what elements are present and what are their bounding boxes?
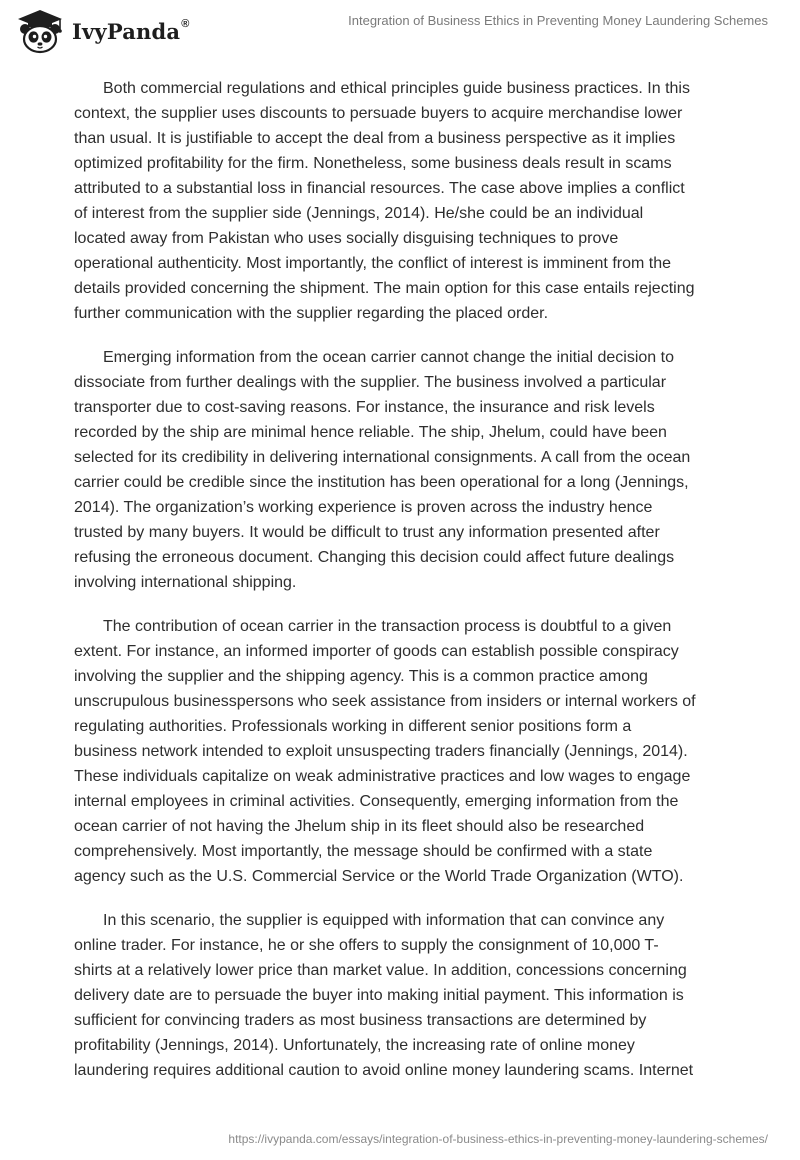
source-url[interactable]: https://ivypanda.com/essays/integration-of-business-ethics-in-preventing-money-laundering-schemes/ <box>228 1132 768 1146</box>
brand-name: IvyPanda® <box>72 17 190 44</box>
paragraph: The contribution of ocean carrier in the transaction process is doubtful to a given extent. For instance, an informed importer of goods can establish possible conspiracy involving the supplier and the shipping agency. This is a common practice among unscrupulous businesspersons who seek assistance from insiders or internal workers of regulating authorities. Professionals working in different senior positions form a business network intended to exploit unsuspecting traders financially (Jennings, 2014). These individuals capitalize on weak administrative practices and low wages to engage internal employees in criminal activities. Consequently, emerging information from the ocean carrier of not having the Jhelum ship in its fleet should also be researched comprehensively. Most importantly, the message should be confirmed with a state agency such as the U.S. Commercial Service or the World Trade Organization (WTO). <box>74 618 696 885</box>
panda-logo-icon <box>14 8 66 54</box>
registered-mark: ® <box>181 17 190 30</box>
essay-body <box>74 76 734 1102</box>
brand-logo[interactable] <box>14 8 190 54</box>
paragraph: Both commercial regulations and ethical principles guide business practices. In this context, the supplier uses discounts to persuade buyers to acquire merchandise lower than usual. It is justifiable to accept the deal from a business perspective as it implies optimized profitability for the firm. Nonetheless, some business deals result in scams attributed to a substantial loss in financial resources. The case above implies a conflict of interest from the supplier side (Jennings, 2014). He/she could be an individual located away from Pakistan who uses socially disguising techniques to prove operational authenticity. Most importantly, the conflict of interest is imminent from the details provided concerning the shipment. The main option for this case entails rejecting further communication with the supplier regarding the placed order. <box>74 80 695 322</box>
paragraph: Emerging information from the ocean carrier cannot change the initial decision to dissociate from further dealings with the supplier. The business involved a particular transporter due to cost-saving reasons. For instance, the insurance and risk levels recorded by the ship are minimal hence reliable. The ship, Jhelum, could have been selected for its credibility in delivering international consignments. A call from the ocean carrier could be credible since the institution has been operational for a long (Jennings, 2014). The organization’s working experience is proven across the industry hence trusted by many buyers. It would be difficult to trust any information presented after refusing the erroneous document. Changing this decision could affect future dealings involving international shipping. <box>74 349 691 591</box>
paragraph: In this scenario, the supplier is equipped with information that can convince any online trader. For instance, he or she offers to supply the consignment of 10,000 T- shirts at a relatively lower price than market value. In addition, concessions concerning delivery date are to persuade the buyer into making initial payment. This information is sufficient for convincing traders as most business transactions are determined by profitability (Jennings, 2014). Unfortunately, the increasing rate of online money laundering requires additional caution to avoid online money laundering scams. Internet <box>74 912 694 1079</box>
page-header <box>0 0 800 70</box>
document-title: Integration of Business Ethics in Preventing Money Laundering Schemes <box>348 13 768 28</box>
